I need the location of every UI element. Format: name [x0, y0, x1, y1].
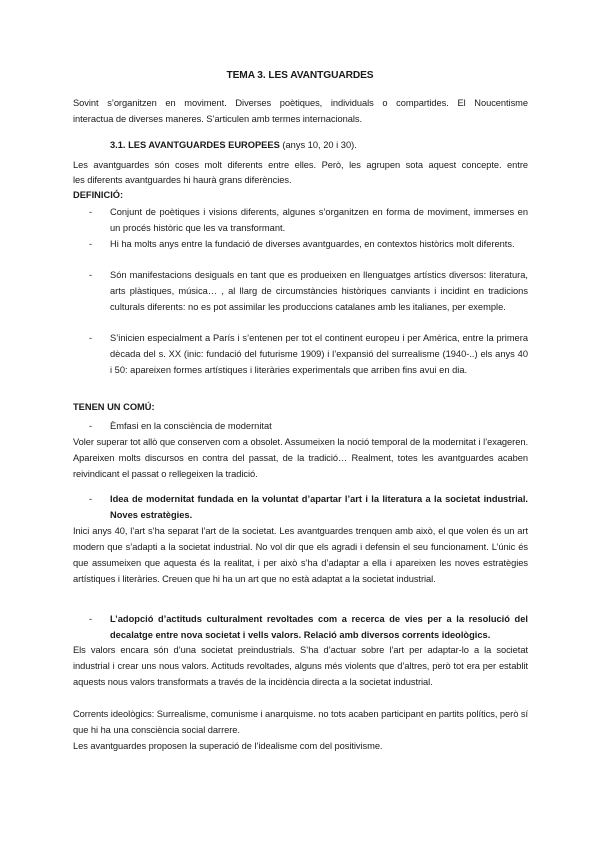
comu-point-title-text: Idea de modernitat fundada en la voluntat d’apartar l’art i la literatura a la societat industrial. Noves estratègies.	[110, 494, 528, 520]
section-heading-years: (anys 10, 20 i 30).	[279, 140, 357, 150]
comu-point-body: Els valors encara són d’una societat preindustrials. S’ha d’actuar sobre l’art per adaptar-lo a la societat industrial i crear uns nous valors. Actituds revoltades, alguns més violents que d’altres, però tot era per establit aquests nous valors transformats a través de la incidència directa a la societat industrial.	[73, 645, 528, 687]
comu-point-body-2: Corrents ideològics: Surrealisme, comunisme i anarquisme. no tots acaben participant en partits polítics, però sí que hi ha una consciència social darrere.	[73, 709, 528, 735]
bullet-dash: -	[89, 207, 93, 217]
section-heading-title: 3.1. LES AVANTGUARDES EUROPEES	[110, 140, 280, 150]
bullet-dash: -	[89, 494, 93, 504]
comu-point-title-text: Èmfasi en la consciència de modernitat	[110, 421, 272, 431]
section-body-line-1: Les avantguardes són coses molt diferents entre elles. Però, les agrupen sota aquest concepte. entre	[73, 160, 528, 170]
bullet-dash: -	[89, 421, 93, 431]
bullet-dash: -	[89, 614, 93, 624]
bullet-dash: -	[89, 239, 93, 249]
definicio-heading: DEFINICIÓ:	[73, 190, 124, 200]
intro-line-1: Sovint s’organitzen en moviment. Diverses poètiques, individuals o compartides. El Noucentisme	[73, 98, 528, 108]
comu-heading: TENEN UN COMÚ:	[73, 402, 155, 412]
comu-point-title-text: L’adopció d’actituds culturalment revoltades com a recerca de vies per a la resolució del decalatge entre nova societat i vells valors. Relació amb diversos corrents ideològics.	[110, 614, 528, 640]
comu-point-body-3: Les avantguardes proposen la superació de l’idealisme com del positivisme.	[73, 741, 383, 751]
definicio-item-text: Conjunt de poètiques i visions diferents, algunes s’organitzen en forma de moviment, immerses en un procés històric que les va transformant.	[110, 207, 528, 233]
document-title: TEMA 3. LES AVANTGUARDES	[226, 70, 374, 81]
section-body-line-2: les diferents avantguardes hi haurà grans diferències.	[73, 175, 292, 185]
bullet-dash: -	[89, 270, 93, 280]
intro-line-2: interactua de diverses maneres. S’articulen amb termes internacionals.	[73, 114, 362, 124]
definicio-item-text: Hi ha molts anys entre la fundació de diverses avantguardes, en contextos històrics molt diferents.	[110, 239, 515, 249]
definicio-item-text: S’inicien especialment a París i s’entenen per tot el continent europeu i per Amèrica, entre la primera dècada del s. XX (inic: fundació del futurisme 1909) i l’expansió del surrealisme (1940-..) els anys 40 i 50: apareixen formes artístiques i literàries experimentals que arriben fins avui en dia.	[110, 333, 528, 375]
bullet-dash: -	[89, 333, 93, 343]
comu-point-body: Inici anys 40, l’art s’ha separat l’art de la societat. Les avantguardes trenquen amb això, el que volen és un art modern que s’adapti a la societat industrial. No vol dir que els agradi i defensin el seu funcionament. L’únic és que assumeixen que aquesta és la realitat, i per això s’ha d’adaptar a ella i apareixen les noves estratègies artístiques i literàries. Creuen que hi ha un art que no està adaptat a la societat industrial.	[73, 526, 528, 584]
section-heading	[110, 137, 357, 153]
definicio-item-text: Són manifestacions desiguals en tant que es produeixen en llenguatges artístics diversos: literatura, arts plàstiques, música… , al llarg de circumstàncies històriques canviants i incidint en tradicions culturals diferents: no es pot assimilar les produccions catalanes amb les italianes, per exemple.	[110, 270, 528, 312]
comu-point-body: Voler superar tot allò que conserven com a obsolet. Assumeixen la noció temporal de la modernitat i l’exageren. Apareixen molts discursos en contra del passat, de la tradició… Realment, totes les avantguardes acaben reivindicant el passat o rellegeixen la tradició.	[73, 437, 528, 479]
